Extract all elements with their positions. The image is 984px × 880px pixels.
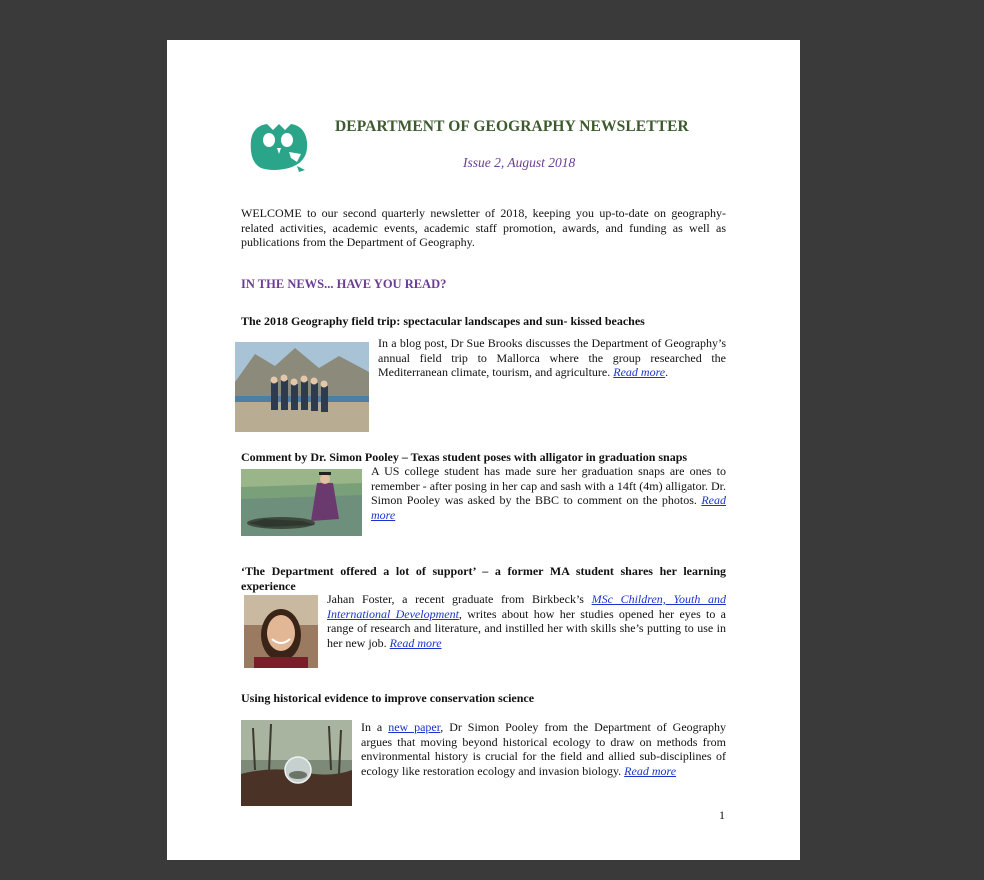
new-paper-link[interactable]: new paper <box>388 720 441 734</box>
article-4-headline: Using historical evidence to improve conservation science <box>241 691 535 705</box>
section-heading: IN THE NEWS... HAVE YOU READ? <box>241 277 447 291</box>
article-4-text-before: In a <box>361 720 389 734</box>
field-trip-photo <box>235 342 369 432</box>
newsletter-title: DEPARTMENT OF GEOGRAPHY NEWSLETTER <box>335 118 689 135</box>
article-1-headline: The 2018 Geography field trip: spectacular landscapes and sun- kissed beaches <box>241 314 645 328</box>
article-3-body <box>327 592 726 650</box>
birkbeck-owl-logo-icon <box>243 118 313 174</box>
article-1-read-more-link[interactable]: Read more <box>613 365 666 380</box>
page-number: 1 <box>719 808 725 822</box>
msc-programme-link[interactable]: MSc Children, Youth and International Development <box>327 592 726 621</box>
article-4-body <box>361 720 726 778</box>
article-1-text: In a blog post, Dr Sue Brooks discusses the Department of Geography’s annual field trip to Mallorca where the group researched the Mediterranean climate, tourism, and agriculture. <box>378 336 726 380</box>
article-3-text-after: , writes about how her studies opened her eyes to a range of research and literature, and instilled her with skills she’s putting to use in her new job. <box>327 606 726 650</box>
article-1-tail: . <box>665 365 669 380</box>
newsletter-page <box>167 40 800 860</box>
article-2-read-more-link[interactable]: Read more <box>371 493 726 522</box>
article-3-headline: ‘The Department offered a lot of support’ – a former MA student shares her learning experience <box>241 564 726 593</box>
crystal-ball-landscape-photo <box>241 720 352 806</box>
article-2-text: A US college student has made sure her graduation snaps are ones to remember - after posing in her cap and sash with a 14ft (4m) alligator. Dr. Simon Pooley was asked by the BBC to comment on the photos. <box>371 464 726 508</box>
alligator-graduation-photo <box>241 469 362 536</box>
welcome-paragraph: WELCOME to our second quarterly newsletter of 2018, keeping you up-to-date on geography-related activities, academic events, academic staff promotion, awards, and funding as well as publications from the Department of Geography. <box>241 206 726 250</box>
article-2-headline: Comment by Dr. Simon Pooley – Texas student poses with alligator in graduation snaps <box>241 450 688 464</box>
article-4-text-after: , Dr Simon Pooley from the Department of Geography argues that moving beyond historical ecology to draw on methods from environmental history is crucial for the field and allied sub-disciplines of ecology like restoration ecology and invasion biology. <box>361 720 726 778</box>
article-3-read-more-link[interactable]: Read more <box>389 635 442 650</box>
article-2-body <box>371 464 726 522</box>
issue-date: Issue 2, August 2018 <box>463 155 576 170</box>
article-1-body <box>378 336 726 380</box>
article-4-read-more-link[interactable]: Read more <box>624 763 677 778</box>
student-portrait-photo <box>244 595 318 668</box>
article-3-text-before: Jahan Foster, a recent graduate from Birkbeck’s <box>327 592 592 606</box>
